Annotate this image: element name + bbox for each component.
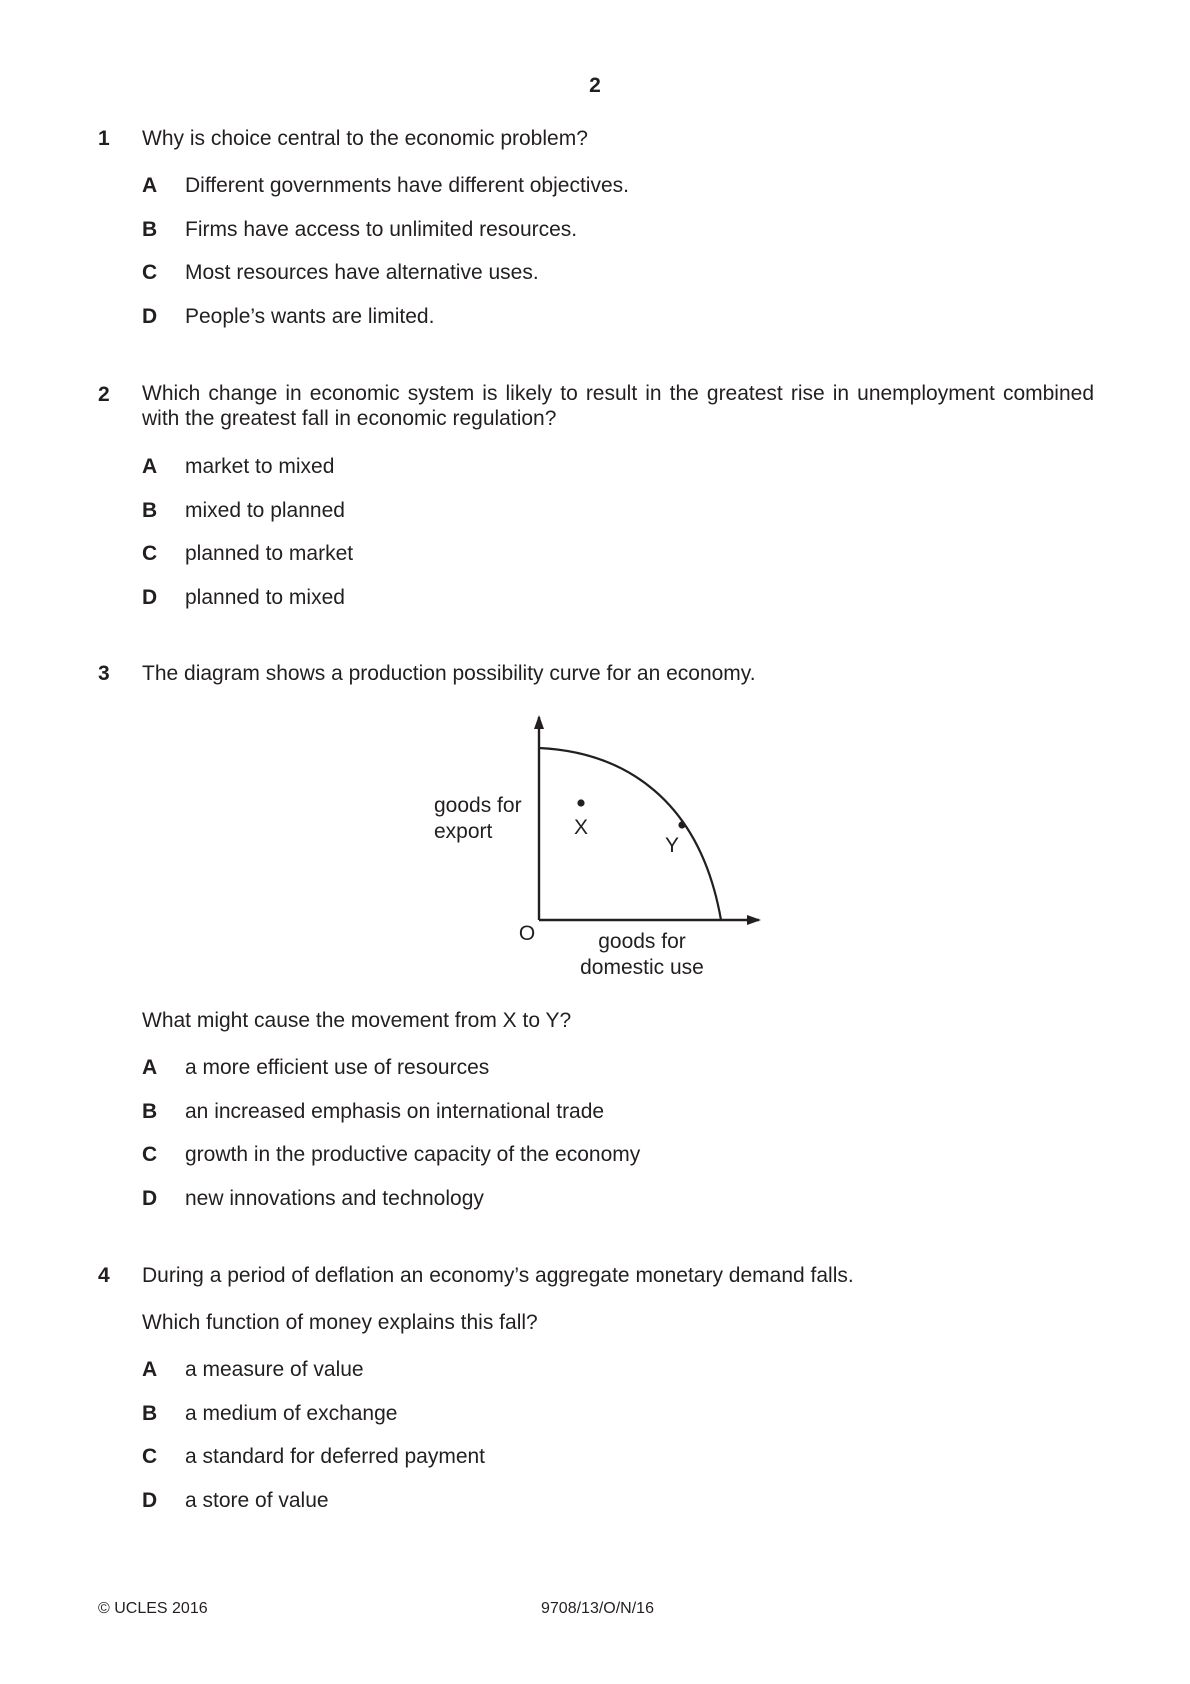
question-stem: The diagram shows a production possibility curve for an economy.: [142, 662, 756, 685]
option-text-c: growth in the productive capacity of the economy: [185, 1143, 641, 1166]
option-text-c: a standard for deferred payment: [185, 1445, 486, 1468]
option-letter-a: A: [142, 1358, 158, 1381]
option-text-b: mixed to planned: [185, 499, 345, 522]
option-letter-d: D: [142, 305, 158, 328]
option-text-d: new innovations and technology: [185, 1187, 484, 1210]
option-letter-c: C: [142, 1143, 158, 1166]
option-letter-c: C: [142, 1445, 158, 1468]
x-axis-label-line2: domestic use: [580, 956, 704, 979]
option-letter-c: C: [142, 542, 158, 565]
origin-label: O: [518, 922, 536, 945]
option-text-d: People’s wants are limited.: [185, 305, 435, 328]
question-number: 3: [98, 662, 110, 685]
option-text-a: market to mixed: [185, 455, 335, 478]
production-possibility-curve: [539, 748, 721, 920]
footer-paper-code: 9708/13/O/N/16: [541, 1600, 654, 1617]
option-letter-b: B: [142, 499, 158, 522]
question-prompt: Which function of money explains this fall?: [142, 1311, 538, 1334]
question-number: 2: [98, 383, 110, 406]
option-letter-a: A: [142, 455, 158, 478]
question-prompt: What might cause the movement from X to Y?: [142, 1009, 572, 1032]
option-letter-d: D: [142, 1187, 158, 1210]
page-number: 2: [589, 74, 601, 97]
option-letter-d: D: [142, 1489, 158, 1512]
question-stem: During a period of deflation an economy’s aggregate monetary demand falls.: [142, 1264, 854, 1287]
option-letter-b: B: [142, 1402, 158, 1425]
option-text-c: planned to market: [185, 542, 354, 565]
option-letter-b: B: [142, 1100, 158, 1123]
option-text-b: an increased emphasis on international trade: [185, 1100, 605, 1123]
option-letter-a: A: [142, 1056, 158, 1079]
option-text-a: a more efficient use of resources: [185, 1056, 490, 1079]
question-number: 4: [98, 1264, 110, 1287]
point-y-label: Y: [664, 834, 680, 857]
option-letter-b: B: [142, 218, 158, 241]
option-text-d: a store of value: [185, 1489, 329, 1512]
point-x-label: X: [573, 816, 589, 839]
option-letter-d: D: [142, 586, 158, 609]
footer-copyright: © UCLES 2016: [98, 1600, 208, 1617]
option-letter-a: A: [142, 174, 158, 197]
option-text-a: Different governments have different objectives.: [185, 174, 629, 197]
question-stem: Why is choice central to the economic problem?: [142, 127, 588, 150]
point-y-marker: [678, 821, 685, 828]
y-axis-label-line1: goods for: [434, 794, 522, 817]
option-text-b: Firms have access to unlimited resources.: [185, 218, 578, 241]
question-number: 1: [98, 127, 110, 150]
option-text-b: a medium of exchange: [185, 1402, 398, 1425]
question-stem: Which change in economic system is likely to result in the greatest rise in unemployment combined with the greatest fall in economic regulation?: [142, 382, 1094, 430]
option-text-c: Most resources have alternative uses.: [185, 261, 539, 284]
option-letter-c: C: [142, 261, 158, 284]
option-text-d: planned to mixed: [185, 586, 345, 609]
y-axis-label-line2: export: [434, 820, 493, 843]
x-axis-label-line1: goods for: [598, 930, 686, 953]
point-x-marker: [577, 799, 584, 806]
option-text-a: a measure of value: [185, 1358, 364, 1381]
